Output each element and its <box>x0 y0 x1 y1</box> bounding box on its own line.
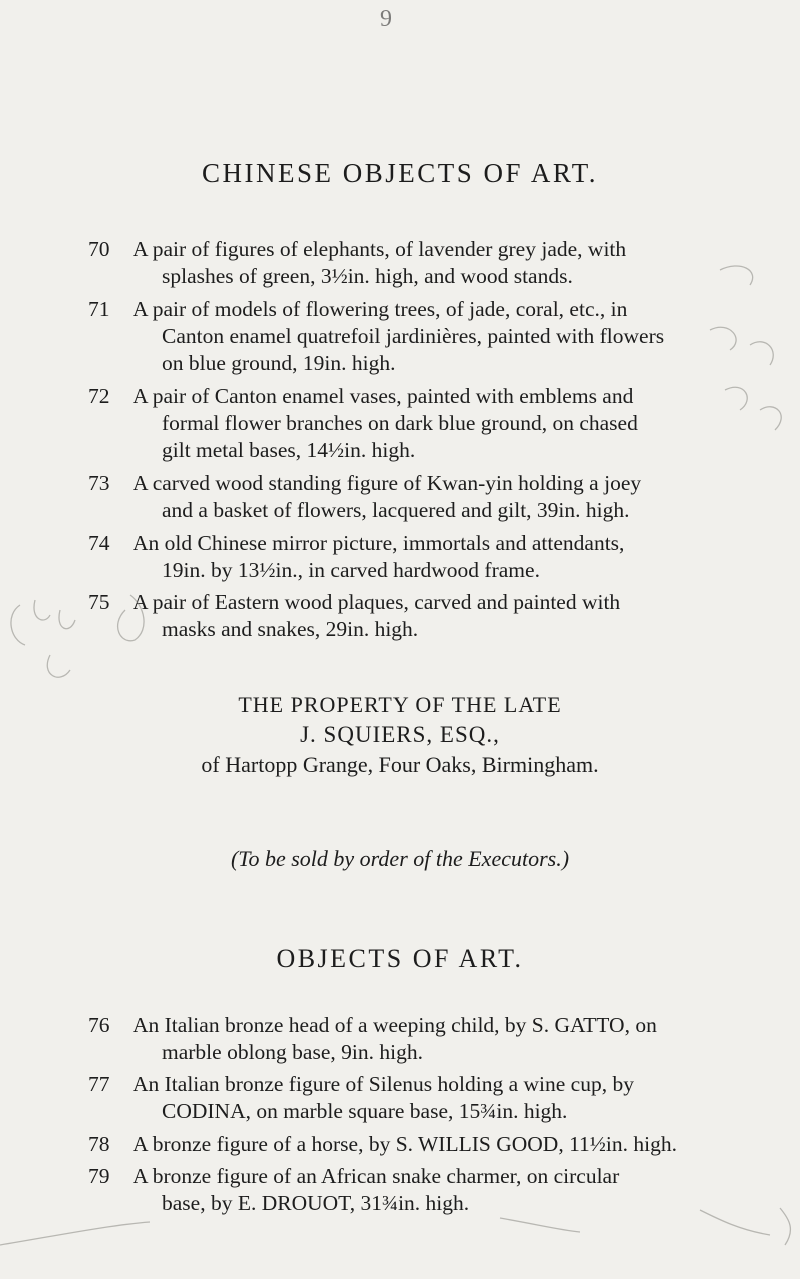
pencil-annotation-left <box>0 585 150 705</box>
provenance-address: of Hartopp Grange, Four Oaks, Birmingham. <box>201 752 599 777</box>
lot-description <box>133 1012 768 1066</box>
lot-line: formal flower branches on dark blue ground, on chased <box>162 411 638 435</box>
lot-entry <box>88 383 768 464</box>
lot-line: on blue ground, 19in. high. <box>162 351 396 375</box>
lot-entry <box>88 1012 768 1066</box>
section-heading-objects-of-art: OBJECTS OF ART. <box>276 943 524 973</box>
pencil-annotation-right <box>690 250 800 450</box>
lot-line: A pair of figures of elephants, of lavender grey jade, with <box>133 237 627 261</box>
lot-entry <box>88 470 768 524</box>
lot-line: A pair of Canton enamel vases, painted with emblems and <box>133 384 634 408</box>
section-heading-chinese-objects: CHINESE OBJECTS OF ART. <box>202 158 598 189</box>
lot-line: 19in. by 13½in., in carved hardwood frame. <box>162 558 540 582</box>
provenance-owner: J. SQUIERS, ESQ., <box>300 722 500 747</box>
lot-line: and a basket of flowers, lacquered and gilt, 39in. high. <box>162 498 630 522</box>
lot-line: A bronze figure of a horse, by S. WILLIS GOOD, 11½in. high. <box>133 1132 677 1156</box>
lot-number: 71 <box>88 297 110 321</box>
pencil-annotation-bottom <box>0 1200 800 1260</box>
lot-description <box>133 236 768 290</box>
lot-number: 79 <box>88 1164 110 1188</box>
lot-description <box>133 296 768 377</box>
provenance-title: THE PROPERTY OF THE LATE <box>238 692 562 717</box>
lot-number: 78 <box>88 1132 110 1156</box>
lot-number: 75 <box>88 590 110 614</box>
lot-description <box>133 1131 768 1158</box>
lot-description <box>133 470 768 524</box>
lot-line: base, by E. DROUOT, 31¾in. high. <box>162 1191 470 1215</box>
lot-line: CODINA, on marble square base, 15¾in. high. <box>162 1099 568 1123</box>
lot-description <box>133 589 768 643</box>
lot-entry <box>88 530 768 584</box>
lot-entry <box>88 1131 768 1158</box>
lot-line: A bronze figure of an African snake charmer, on circular <box>133 1164 620 1188</box>
sale-note: (To be sold by order of the Executors.) <box>230 846 570 871</box>
lot-line: marble oblong base, 9in. high. <box>162 1040 423 1064</box>
lot-description <box>133 383 768 464</box>
lot-line: A pair of Eastern wood plaques, carved and painted with <box>133 590 621 614</box>
lot-line: A carved wood standing figure of Kwan-yin holding a joey <box>133 471 642 495</box>
lot-number: 76 <box>88 1013 110 1037</box>
lot-line: splashes of green, 3½in. high, and wood stands. <box>162 264 573 288</box>
lot-line: An Italian bronze figure of Silenus holding a wine cup, by <box>133 1072 634 1096</box>
lot-line: A pair of models of flowering trees, of jade, coral, etc., in <box>133 297 628 321</box>
lot-entry <box>88 1071 768 1125</box>
lot-line: An Italian bronze head of a weeping child, by S. GATTO, on <box>133 1013 657 1037</box>
lot-line: gilt metal bases, 14½in. high. <box>162 438 416 462</box>
lot-description <box>133 530 768 584</box>
lot-line: An old Chinese mirror picture, immortals and attendants, <box>133 531 625 555</box>
lot-number: 70 <box>88 237 110 261</box>
lot-line: masks and snakes, 29in. high. <box>162 617 419 641</box>
page-number: 9 <box>380 6 392 32</box>
lot-entry <box>88 589 768 643</box>
lot-number: 73 <box>88 471 110 495</box>
lot-description <box>133 1071 768 1125</box>
lot-entry <box>88 296 768 377</box>
lot-entry <box>88 236 768 290</box>
lot-number: 77 <box>88 1072 110 1096</box>
lot-line: Canton enamel quatrefoil jardinières, painted with flowers <box>162 324 665 348</box>
lot-number: 72 <box>88 384 110 408</box>
lot-number: 74 <box>88 531 110 555</box>
